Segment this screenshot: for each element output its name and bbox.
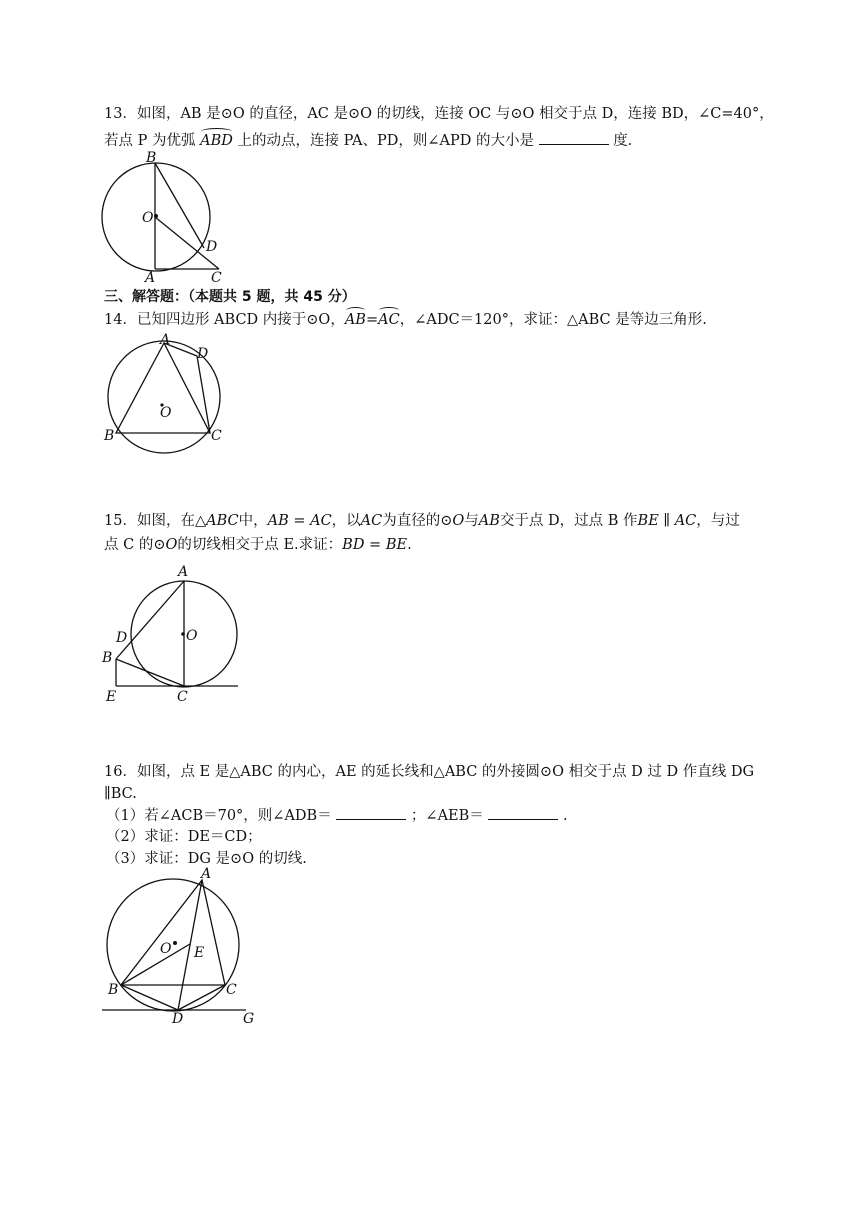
q13-line2 bbox=[104, 130, 632, 151]
q15-math-o2: O bbox=[165, 537, 178, 553]
q16-part1-mid: ；∠AEB＝ bbox=[410, 808, 484, 824]
q15-line2 bbox=[104, 535, 412, 555]
q15-math-bd-eq-be: BD = BE bbox=[342, 537, 408, 553]
q16-figure bbox=[100, 868, 265, 1028]
q14-label-o: O bbox=[160, 405, 172, 421]
q13-line2-end: 度. bbox=[613, 133, 633, 149]
q16-label-g: G bbox=[243, 1011, 255, 1027]
section3-heading: 三、解答题：（本题共 5 题，共 45 分） bbox=[104, 289, 356, 305]
q13-label-d: D bbox=[206, 239, 218, 255]
q13-line1: 13．如图，AB 是⊙O 的直径，AC 是⊙O 的切线，连接 OC 与⊙O 相交于点 D，连接 BD，∠C=40°， bbox=[104, 106, 774, 122]
q15-text-a: 15．如图，在△ bbox=[104, 513, 207, 529]
q13-segment-bd bbox=[155, 163, 204, 248]
q15-figure bbox=[100, 562, 245, 704]
q13-label-b: B bbox=[146, 150, 157, 166]
q16-label-a: A bbox=[201, 866, 212, 882]
q16-part1 bbox=[106, 805, 568, 826]
q15-line1 bbox=[104, 511, 740, 531]
q15-label-o: O bbox=[186, 628, 198, 644]
q13-line2-post: 上的动点，连接 PA、PD，则∠APD 的大小是 bbox=[237, 133, 534, 149]
q16-segment-cd bbox=[178, 985, 225, 1010]
q16-aeb-blank[interactable] bbox=[488, 805, 558, 820]
q15-math-ab-eq-ac: AB = AC bbox=[267, 513, 332, 529]
q16-label-b: B bbox=[108, 982, 119, 998]
q15-label-c: C bbox=[177, 689, 188, 705]
q14-label-c: C bbox=[211, 428, 222, 444]
q16-line2: ∥BC. bbox=[104, 786, 137, 802]
q16-part1-end: . bbox=[563, 808, 568, 824]
q13-arc-abd: ABD bbox=[200, 133, 233, 149]
q14-arc-ac: AC bbox=[378, 312, 400, 328]
q14-figure bbox=[104, 332, 229, 460]
q16-label-c: C bbox=[226, 982, 237, 998]
q15-text-i: 与 bbox=[464, 513, 479, 529]
q15-math-abc: ABC bbox=[206, 513, 239, 529]
q14-label-d: D bbox=[197, 346, 209, 362]
q15-text-g: 为直径的⊙ bbox=[382, 513, 453, 529]
q15-center-dot bbox=[181, 632, 185, 636]
q15-label-b: B bbox=[102, 650, 113, 666]
q13-label-o: O bbox=[142, 210, 154, 226]
q16-part3: （3）求证：DG 是⊙O 的切线. bbox=[106, 851, 307, 867]
q14-post: ，∠ADC＝120°，求证：△ABC 是等边三角形. bbox=[399, 312, 707, 328]
q15-segment-bc bbox=[116, 659, 184, 686]
q13-label-a: A bbox=[145, 270, 156, 286]
q16-triangle-abc bbox=[121, 880, 225, 985]
q14-label-a: A bbox=[160, 332, 171, 348]
q16-circle bbox=[107, 879, 239, 1011]
q16-label-o: O bbox=[160, 941, 172, 957]
q13-line2-pre: 若点 P 为优弧 bbox=[104, 133, 201, 149]
q16-label-d: D bbox=[172, 1011, 184, 1027]
q14-pre: 14．已知四边形 ABCD 内接于⊙O， bbox=[104, 312, 345, 328]
q15-text-c: 中， bbox=[238, 513, 268, 529]
q16-center-dot bbox=[173, 941, 177, 945]
q16-line1: 16．如图，点 E 是△ABC 的内心，AE 的延长线和△ABC 的外接圆⊙O 相交于点 D 过 D 作直线 DG bbox=[104, 764, 755, 780]
q15-math-ac: AC bbox=[360, 513, 383, 529]
q16-label-e: E bbox=[194, 945, 205, 961]
q15-text-l2c: 的切线相交于点 E.求证： bbox=[177, 537, 343, 553]
q14-eq: = bbox=[365, 312, 379, 328]
q15-label-d: D bbox=[116, 630, 128, 646]
q14-arc-ab: AB bbox=[344, 312, 366, 328]
q15-text-k: 交于点 D，过点 B 作 bbox=[499, 513, 638, 529]
q14-line bbox=[104, 310, 707, 330]
q15-text-m: ，与过 bbox=[696, 513, 740, 529]
q15-math-be-parallel-ac: BE ∥ AC bbox=[637, 513, 697, 529]
q16-part2: （2）求证：DE＝CD； bbox=[106, 829, 262, 845]
q13-label-c: C bbox=[211, 270, 222, 286]
q16-part1-pre: （1）若∠ACB＝70°，则∠ADB＝ bbox=[106, 808, 332, 824]
q13-answer-blank[interactable] bbox=[539, 130, 609, 145]
q16-adb-blank[interactable] bbox=[336, 805, 406, 820]
q15-text-e: ，以 bbox=[331, 513, 361, 529]
q13-figure bbox=[98, 150, 228, 285]
q16-segment-be bbox=[121, 944, 190, 985]
q14-label-b: B bbox=[104, 428, 115, 444]
q15-text-l2a: 点 C 的⊙ bbox=[104, 537, 166, 553]
q15-text-l2e: . bbox=[407, 537, 412, 553]
q15-label-a: A bbox=[178, 564, 189, 580]
q15-math-ab: AB bbox=[478, 513, 500, 529]
q15-label-e: E bbox=[106, 689, 117, 705]
q15-math-o: O bbox=[452, 513, 465, 529]
q13-center-dot bbox=[154, 214, 158, 218]
